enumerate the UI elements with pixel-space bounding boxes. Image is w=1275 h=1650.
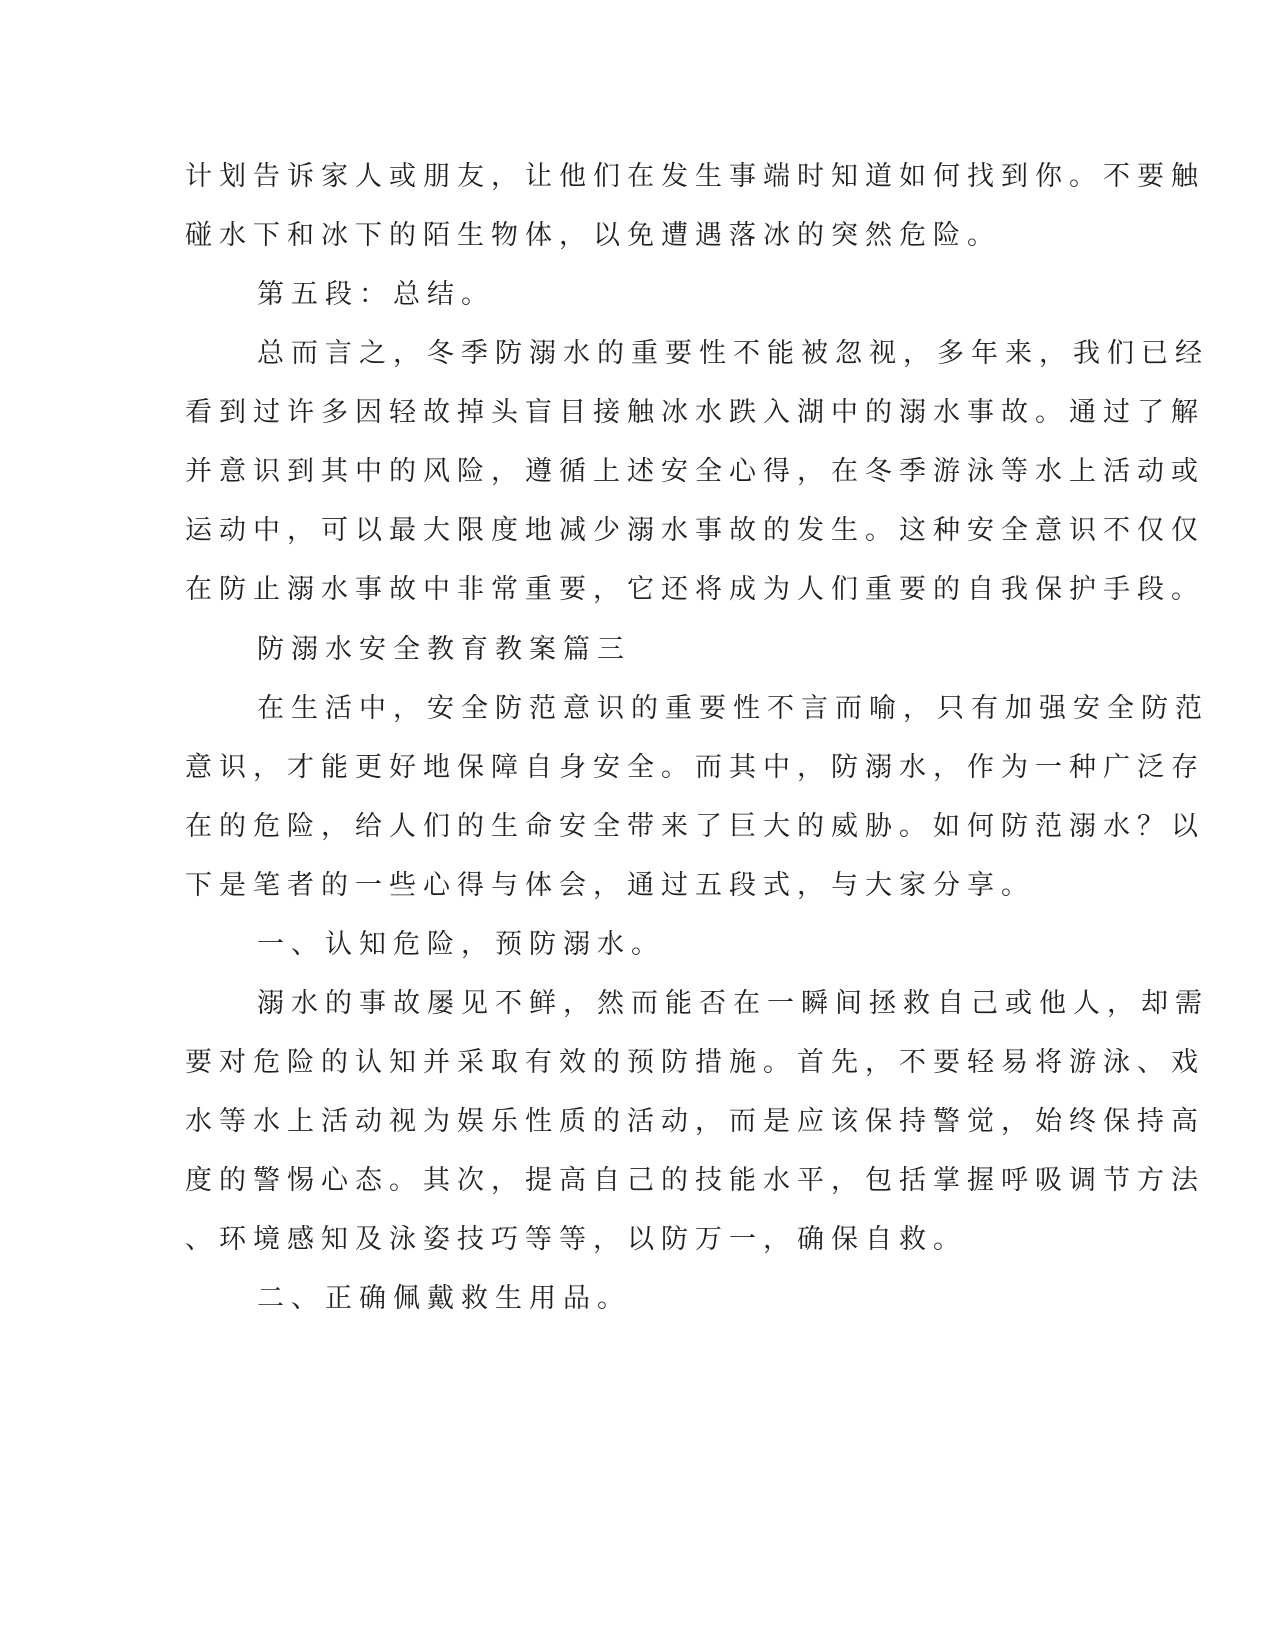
text-line: 并意识到其中的风险，遵循上述安全心得，在冬季游泳等水上活动或 — [185, 456, 1205, 487]
text-line: 看到过许多因轻故掉头盲目接触冰水跌入湖中的溺水事故。通过了解 — [185, 397, 1205, 428]
paragraph-start: 溺水的事故屡见不鲜，然而能否在一瞬间拯救自己或他人，却需 — [257, 988, 1209, 1019]
text-line: 在的危险，给人们的生命安全带来了巨大的威胁。如何防范溺水？以 — [185, 811, 1205, 842]
text-line: 在防止溺水事故中非常重要，它还将成为人们重要的自我保护手段。 — [185, 574, 1205, 605]
section-heading: 一、认知危险，预防溺水。 — [257, 929, 665, 960]
section-heading: 二、正确佩戴救生用品。 — [257, 1283, 631, 1314]
text-line: 水等水上活动视为娱乐性质的活动，而是应该保持警觉，始终保持高 — [185, 1106, 1205, 1137]
paragraph-start: 在生活中，安全防范意识的重要性不言而喻，只有加强安全防范 — [257, 693, 1209, 724]
text-line: 碰水下和冰下的陌生物体，以免遭遇落冰的突然危险。 — [185, 220, 1001, 251]
text-line: 度的警惕心态。其次，提高自己的技能水平，包括掌握呼吸调节方法 — [185, 1165, 1205, 1196]
text-line: 要对危险的认知并采取有效的预防措施。首先，不要轻易将游泳、戏 — [185, 1047, 1205, 1078]
text-line: 意识，才能更好地保障自身安全。而其中，防溺水，作为一种广泛存 — [185, 752, 1205, 783]
paragraph-start: 总而言之，冬季防溺水的重要性不能被忽视，多年来，我们已经 — [257, 338, 1209, 369]
text-line: 下是笔者的一些心得与体会，通过五段式，与大家分享。 — [185, 870, 1035, 901]
text-line: 计划告诉家人或朋友，让他们在发生事端时知道如何找到你。不要触 — [185, 161, 1205, 192]
section-heading: 第五段：总结。 — [257, 279, 495, 310]
text-line: 、环境感知及泳姿技巧等等，以防万一，确保自救。 — [185, 1224, 967, 1255]
chapter-title: 防溺水安全教育教案篇三 — [257, 634, 631, 665]
text-line: 运动中，可以最大限度地减少溺水事故的发生。这种安全意识不仅仅 — [185, 515, 1205, 546]
